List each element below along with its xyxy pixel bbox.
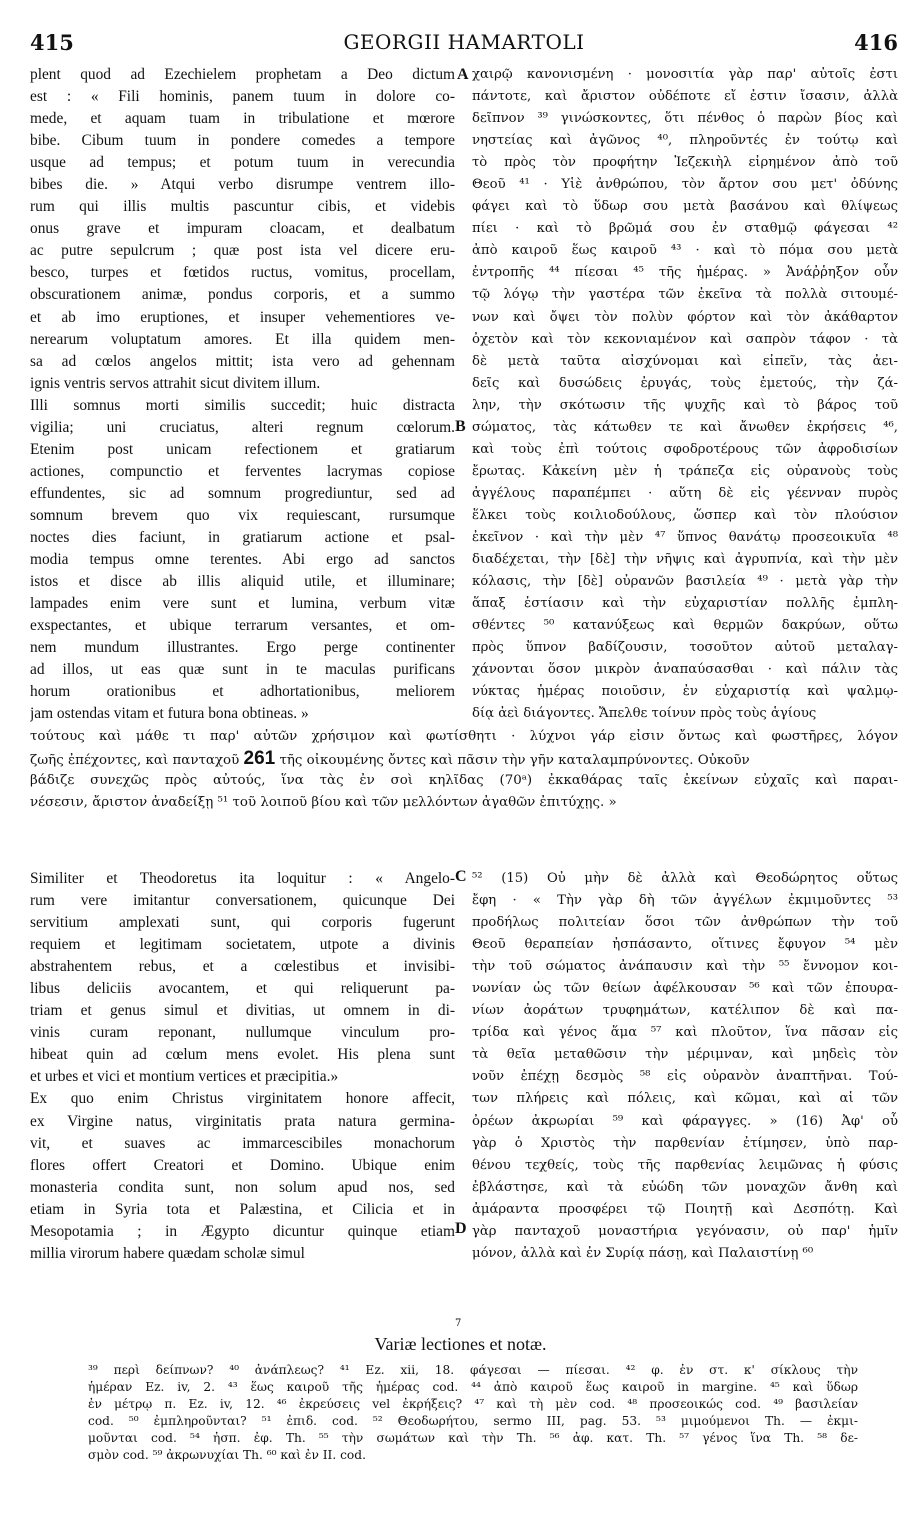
text-line: modia tempus omne terentes. Abi ergo ad sanctos [30, 551, 455, 569]
text-line: Etenim post unicam refectionem et gratiarum [30, 440, 455, 458]
text-line: bibes die. » Atqui verbo disrumpe ventrem illo- [30, 176, 455, 194]
text-line: monasteria condita sunt, non solum apud nos, sed [30, 1178, 455, 1196]
text-line: nem mundum illustrantes. Ergo perge continenter [30, 639, 455, 657]
text-line: actiones, compunctio et ferventes lacrymas copiose [30, 462, 455, 480]
text-line: Ex quo enim Christus virginitatem honore affecit, [30, 1090, 455, 1108]
text-line: φάγει καὶ τὸ ὕδωρ σου μετὰ βασάνου καὶ θλίψεως [472, 199, 898, 215]
text-line: noctes dies faciunt, in gratiarum actione et psal- [30, 528, 455, 546]
text-line: rum qui illis multis pascuntur cibis, et videbis [30, 198, 455, 216]
text-line: Illi somnus morti similis succedit; huic distracta [30, 396, 455, 414]
latin-column-top [30, 64, 455, 725]
text-line: δίᾳ ἀεὶ διάγοντες. Ἄπελθε τοίνυν πρὸς τοὺς ἁγίους [472, 706, 817, 722]
text-line: ἀπὸ καιροῦ ἕως καιροῦ ⁴³ · καὶ τὸ πόμα σου μετὰ [472, 243, 898, 259]
text-line: νωνίαν ὡς τῶν θείων ἀφέλκουσαν ⁵⁶ καὶ τῶν ἐπουρα- [472, 981, 898, 997]
section-marker-b: B [455, 418, 466, 435]
text-line: προδήλως πολιτείαν ὅσοι τῶν ἀνθρώπων τὴν τοῦ [472, 915, 898, 931]
text-line: δὲ μετὰ ταῦτα αἰσχύνομαι καὶ εἰπεῖν, τὰς ἀει- [472, 353, 898, 369]
text-line: et urbes et vici et montium vertices et præcipitia.» [30, 1068, 339, 1086]
text-line: ⁵² (15) Οὐ μὴν δὲ ἀλλὰ καὶ Θεοδώρητος οὕτως [472, 871, 898, 886]
text-line: obscurationem animæ, pondus corporis, et a summo [30, 286, 455, 304]
text-line: somnum brevem quo vix requiescant, rursumque [30, 506, 455, 524]
text-line: γὰρ πανταχοῦ μοναστήρια γεγόνασιν, οὐ παρ' ἡμῖν [472, 1223, 898, 1239]
text-line: δεῖπνον ³⁹ γινώσκοντες, ὅτι πένθος ὁ παρὼν βίος καὶ [472, 111, 898, 127]
signature-mark: 7 [455, 1318, 462, 1329]
page-header [30, 30, 898, 58]
text-line: ac putre sepulcrum ; quæ post ista vel dicere eru- [30, 242, 455, 260]
text-line: λην, τὴν σκότωσιν τῆς ψυχῆς καὶ τὸ βάρος τοῦ [472, 397, 898, 413]
text-line: usque ad tempus; et potum tuum in verecundia [30, 154, 455, 172]
section-marker-a: A [457, 66, 469, 83]
text-line: nerearum voluptatum amores. Et illa quidem men- [30, 330, 455, 348]
text-line: ignis ventris servos attrahit sicut divitem illum. [30, 374, 321, 392]
text-line: cod. ⁵⁰ ἐμπληροῦνται? ⁵¹ ἐπιδ. cod. ⁵² Θεοδωρήτου, sermo III, pag. 53. ⁵³ μιμούμενοι Th. — ἐκμι- [88, 1414, 858, 1428]
text-line: σώματος, τὰς κάτωθεν τε καὶ ἄνωθεν ἐκρήσεις ⁴⁶, [472, 419, 898, 435]
text-line: hibeat quin ad cœlum mens evolet. His plena sunt [30, 1046, 455, 1064]
text-line: millia virorum habere quædam scholæ simul [30, 1244, 305, 1262]
greek-column-top [472, 64, 898, 725]
text-line: horum orationibus et adhortationibus, meliorem [30, 683, 455, 701]
text-line: τῷ λόγῳ τὴν γαστέρα τῶν ἐκεῖνα τὰ πολλὰ σιτουμέ- [472, 287, 898, 303]
text-line: mede, et aquam tuam in tribulatione et mœrore [30, 110, 455, 128]
full-line-2-start: ζωῆς ἐπέχοντες, καὶ πανταχοῦ [30, 753, 240, 769]
text-line: σμὸν cod. ⁵⁹ ἀκρωνυχίαι Th. ⁶⁰ καὶ ἐν II. cod. [88, 1448, 366, 1462]
text-line: istos et disce ab illis aliquid utile, et illuminare; [30, 573, 455, 591]
text-line: effundentes, sic ad somnum progrediuntur, sed ad [30, 484, 455, 502]
text-line: plent quod ad Ezechielem prophetam a Deo dictum [30, 66, 455, 83]
text-line: ἅπαξ ἑστίασιν καὶ τὴν εὐχαριστίαν πολλῆς ἐμπλη- [472, 596, 898, 612]
text-line: jam ostendas vitam et futura bona obtineas. » [30, 705, 309, 723]
text-line: ³⁹ περὶ δείπνων? ⁴⁰ ἀνάπλεως? ⁴¹ Ez. xii, 18. φάγεσαι — πίεσαι. ⁴² φ. ἐν στ. κ' σίκλους τὴν [88, 1363, 858, 1377]
text-line: ex Virgine natus, virginitatis prata natura germina- [30, 1112, 455, 1130]
text-line: Θεοῦ θεραπείαν ἠσπάσαντο, οἵτινες ἔφυγον ⁵⁴ μὲν [472, 937, 898, 953]
text-line: νηστείας καὶ ἀγῶνος ⁴⁰, πληροῦντές ἐν τούτῳ καὶ [472, 133, 898, 149]
text-line: Θεοῦ ⁴¹ · Υἱὲ ἀνθρώπου, τὸν ἄρτον σου μετ' ὀδύνης [472, 177, 898, 193]
text-line: exspectantes, et ubique terrarum versantes, et om- [30, 617, 455, 635]
text-line: πρὸς ὕπνον βαδίζουσιν, τοσοῦτον αὐτοῦ μεταλαγ- [472, 640, 898, 656]
running-title: GEORGII HAMARTOLI [343, 30, 585, 54]
text-line: flores offert Creatori et Domino. Ubique enim [30, 1156, 455, 1174]
text-line: Similiter et Theodoretus ita loquitur : « Angelo- [30, 870, 455, 887]
text-line: νίων ἀοράτων τρυφημάτων, κατέλιπον δὲ καὶ πα- [472, 1003, 898, 1019]
text-line: ἔφη · « Τὴν γὰρ δὴ τῶν ἀγγέλων ἐκμιμοῦντες ⁵³ [472, 893, 898, 909]
text-line: πίει · καὶ τὸ βρῶμά σου ἐν σταθμῷ φάγεσαι ⁴² [472, 221, 898, 237]
text-line: ἀμάραντα προσφέρει τῷ Ποιητῇ καὶ Δεσπότῃ. Καὶ [472, 1201, 898, 1217]
text-line: vit, et suaves ac immarcescibiles monachorum [30, 1134, 455, 1152]
text-line: vigilia; uni cruciatus, alteri regnum cœlorum. [30, 418, 455, 436]
text-line: θένου τεχθείς, τοὺς τῆς παρθενίας λειμῶνας ἡ φύσις [472, 1157, 898, 1173]
text-line: ὀχετὸν καὶ τὸν κεκονιαμένον καὶ σαπρὸν τάφον · τὰ [472, 331, 898, 347]
text-line: onus grave et impuram cloacam, et dealbatum [30, 220, 455, 238]
text-line: καὶ τοὺς ἐπὶ τούτοις σφοδροτέρους τῶν ἀφροδισίων [472, 441, 898, 457]
text-line: κόλασις, τὴν [δὲ] οὐρανῶν βασιλεία ⁴⁹ · μετὰ γὰρ τὴν [472, 574, 898, 590]
text-line: ad illos, ut eas quæ sunt in te maculas purificans [30, 661, 455, 679]
text-line: besco, turpes et fœtidos ructus, vomitus, procellam, [30, 264, 455, 282]
text-line: ἐντροπῆς ⁴⁴ πίεσαι ⁴⁵ τῆς ἡμέρας. » Ἀνάῤῥηξον οὖν [472, 265, 898, 281]
text-line: est : « Fili hominis, panem tuum in dolore co- [30, 88, 455, 106]
page-number-left: 415 [30, 30, 74, 55]
text-line: ἐβλάστησε, καὶ τὰ εὐώδη τῶν μοναχῶν ἄνθη καὶ [472, 1179, 898, 1195]
text-line: ἀγγέλους παραπέμπει · αὕτη δὲ εἰς γέενναν πυρὸς [472, 485, 898, 501]
latin-column-bottom [30, 868, 455, 1265]
text-line: rum vere imitantur conversationem, quicunque Dei [30, 892, 455, 910]
text-line: ἐν μέτρῳ π. Ez. iv, 12. ⁴⁶ ἐκρεύσεις vel ἐκρήξεις? ⁴⁷ καὶ τὴ μὲν cod. ⁴⁸ προσεοικώς cod. ⁴⁹ βασιλείαν [88, 1397, 858, 1411]
text-line: et ab imo eruptiones, et insuper vehementiores ve- [30, 308, 455, 326]
text-line: lampades enim vere sunt et lumina, verbum vitæ [30, 595, 455, 613]
greek-column-bottom [472, 868, 898, 1265]
text-line: servitium amplexati sunt, qui corporis fugerunt [30, 914, 455, 932]
text-line: τρίδα καὶ γένος ἅμα ⁵⁷ καὶ πλοῦτον, ἵνα πᾶσαν εἰς [472, 1025, 898, 1041]
text-line: libus deliciis avocantem, et qui reliquerunt pa- [30, 980, 455, 998]
text-line: χαιρῷ κανονισμένη · μονοσιτία γὰρ παρ' αὐτοῖς ἐστι [472, 67, 898, 82]
text-line: abstrahentem rebus, et a cœlestibus et invisibi- [30, 958, 455, 976]
column-number: 261 [243, 748, 276, 770]
text-line: χάνονται ὅσον μικρὸν ἀναπαύσασθαι · καὶ πάλιν τὰς [472, 662, 898, 678]
text-line: σθέντες ⁵⁰ κατανύξεως καὶ θερμῶν δακρύων, οὕτω [472, 618, 898, 634]
text-line: ἕλκει τοὺς κοιλιοδούλους, ὥσπερ καὶ τὸν πλούσιον [472, 507, 898, 523]
text-line: triam et genus simul et divitias, ut omnem in di- [30, 1002, 455, 1020]
full-line-4: νέσεσιν, ἄριστον ἀναδείξῃ ⁵¹ τοῦ λοιποῦ βίου καὶ τῶν μελλόντων ἀγαθῶν ἐπιτύχῃς. » [30, 795, 617, 811]
text-line: νύκτας ἡμέρας ποιοῦσιν, ἐν εὐχαριστίᾳ καὶ ψαλμῳ- [472, 684, 898, 700]
text-line: vinis curam reponant, nullumque vinculum pro- [30, 1024, 455, 1042]
text-line: νων καὶ ὄψει τὸν πολὺν φόρτον καὶ τὸν ἀκάθαρτον [472, 309, 898, 325]
text-line: Mesopotamia ; in Ægypto dicuntur quinque etiam [30, 1222, 455, 1240]
variant-notes [88, 1362, 858, 1464]
text-line: δεῖς καὶ δυσώδεις ἐρυγάς, τοὺς ἐμετούς, τὴν ζά- [472, 375, 898, 391]
text-line: μοῦνται cod. ⁵⁴ ἠσπ. ἐφ. Th. ⁵⁵ τὴν σωμάτων καὶ τὴν Th. ⁵⁶ ἀφ. κατ. Th. ⁵⁷ γένος ἵνα Th. ⁵⁸ δε- [88, 1431, 858, 1445]
text-line: ἡμέραν Ez. iv, 2. ⁴³ ἕως καιροῦ τῆς ἡμέρας cod. ⁴⁴ ἀπὸ καιροῦ ἕως καιροῦ in margine. ⁴⁵ καὶ ὕδωρ [88, 1380, 858, 1394]
text-line: ἐκεῖνον · καὶ τὴν μὲν ⁴⁷ ὕπνος θανάτῳ προσεοικυῖα ⁴⁸ [472, 529, 898, 545]
full-line-3: βάδιζε συνεχῶς πρὸς αὐτούς, ἵνα τὰς ἐν σοὶ κηλῖδας (70ᵃ) ἐκκαθάρας ταῖς ἐκείνων εὐχαῖς καὶ παραι- [30, 773, 898, 789]
notes-heading: Variæ lectiones et notæ. [374, 1334, 547, 1354]
text-line: sa ad cœlos angelos mittit; ista vero ad gehennam [30, 352, 455, 370]
section-marker-d: D [455, 1220, 467, 1237]
text-line: requiem et legitimam societatem, utpote a divinis [30, 936, 455, 954]
full-line-2-end: τῆς οἰκουμένης ὄντες καὶ πᾶσιν τὴν γῆν καταλαμπρύνοντες. Οὐκοῦν [279, 753, 750, 769]
text-line: bibe. Cibum tuum in pondere comedes a tempore [30, 132, 455, 150]
text-line: ἔρωτας. Κἀκείνη μὲν ἡ τράπεζα εἰς οὐρανοὺς τοὺς [472, 463, 898, 479]
text-line: νοῦν ἐπέχῃ δεσμὸς ⁵⁸ εἰς οὐρανὸν ἀναπτῆναι. Τού- [472, 1069, 898, 1085]
section-marker-c: C [455, 868, 467, 885]
text-line: μόνον, ἀλλὰ καὶ ἐν Συρίᾳ πάσῃ, καὶ Παλαιστίνῃ ⁶⁰ [472, 1245, 814, 1261]
text-line: τὸ πρὸς τὸν προφήτην Ἰεζεκιὴλ εἰρημένον ἀπὸ τοῦ [472, 155, 898, 171]
text-line: ὀρέων ἀκρωρίαι ⁵⁹ καὶ φάραγγες. » (16) Ἀφ' οὗ [472, 1113, 898, 1129]
full-width-greek-text [30, 726, 898, 814]
full-line-1: τούτους καὶ μάθε τι παρ' αὐτῶν χρήσιμον καὶ φωτίσθητι · λύχνοι γάρ εἰσιν ὄντως καὶ φωστῆρες, λόγον [30, 729, 898, 744]
text-line: etiam in Syria tota et Palæstina, et Cilicia et in [30, 1200, 455, 1218]
text-line: πάντοτε, καὶ ἄριστον οὐδέποτε εἴ ἐστιν ἴσασιν, ἀλλὰ [472, 89, 898, 105]
text-line: γὰρ ὁ Χριστὸς τὴν παρθενίαν ἐτίμησεν, ὑπὸ παρ- [472, 1135, 898, 1151]
text-line: τὰ θεῖα μεταθῶσιν τὴν μέριμναν, καὶ μηδεὶς τὸν [472, 1047, 898, 1063]
text-line: των πλήρεις καὶ πόλεις, καὶ κῶμαι, καὶ αἱ τῶν [472, 1091, 898, 1107]
full-line-2 [30, 748, 898, 770]
text-line: τὴν τοῦ σώματος ἀνάπαυσιν καὶ τὴν ⁵⁵ ἔννομον κοι- [472, 959, 898, 975]
page-number-right: 416 [854, 30, 898, 55]
text-line: διαδέχεται, τὴν [δὲ] τὴν νῆψις καὶ ἀγρυπνία, καὶ τὴν μὲν [472, 552, 898, 568]
